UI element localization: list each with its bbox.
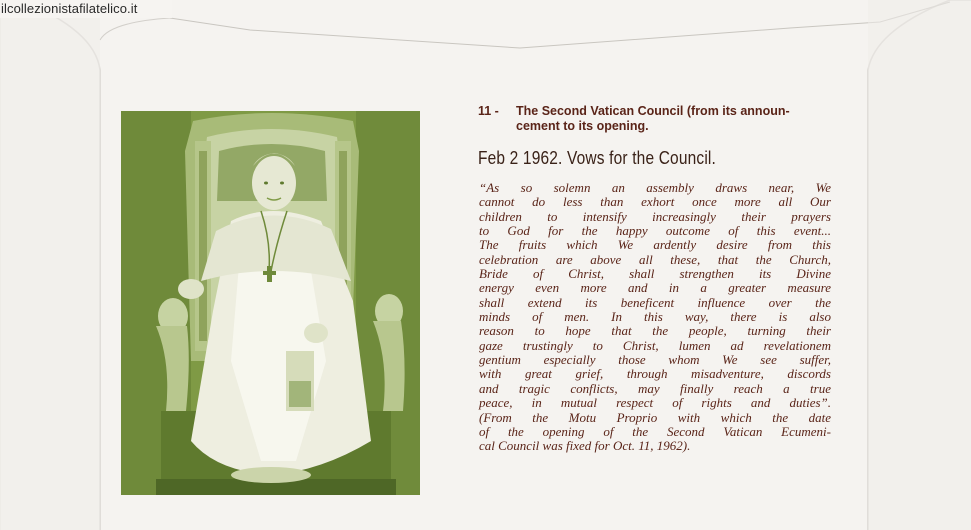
pope-figure-illustration <box>121 111 420 495</box>
item-heading <box>478 104 838 134</box>
quote-line: reason to hope that the people, turning their <box>479 323 831 339</box>
quote-line: celebration are above all these, that the Church, <box>479 251 831 267</box>
quote-line: of the opening of the Second Vatican Ecumeni- <box>479 423 831 439</box>
quote-line: gaze trustingly to Christ, lumen ad revelationem <box>479 337 831 353</box>
date-heading: Feb 2 1962. Vows for the Council. <box>478 148 717 168</box>
site-watermark: ilcollezionistafilatelico.it <box>0 0 172 18</box>
quote-line: cannot do less than exhort once more all Our <box>479 194 831 210</box>
pope-portrait-photo <box>121 111 420 495</box>
quote-line: and tragic conflicts, may finally reach a true <box>479 380 831 396</box>
quote-line: gentium especially those whom We see suffer, <box>479 352 831 368</box>
quote-line: peace, in mutual respect of rights and duties”. <box>479 395 831 411</box>
item-number: 11 - <box>478 104 499 118</box>
item-title <box>516 104 838 134</box>
quote-line: (From the Motu Proprio with which the date <box>479 409 831 425</box>
quote-line: Bride of Christ, shall strengthen its Divine <box>479 266 831 282</box>
item-title-line: The Second Vatican Council (from its announ- <box>516 104 790 118</box>
quote-line: with great grief, through misadventure, discords <box>479 366 831 382</box>
quote-line: children to intensify increasingly their prayers <box>479 208 831 224</box>
item-title-line: cement to its opening. <box>516 119 649 133</box>
quote-line: energy even more and in a greater measure <box>479 280 831 296</box>
quote-line: The fruits which We ardently desire from this <box>479 237 831 253</box>
quote-line: to God for the happy outcome of this event... <box>479 223 831 239</box>
quote-line: cal Council was fixed for Oct. 11, 1962). <box>479 438 691 454</box>
caption-block <box>478 104 838 134</box>
quote-line: “As so solemn an assembly draws near, We <box>479 180 831 195</box>
quote-line: minds of men. In this way, there is also <box>479 309 831 325</box>
quote-line: shall extend its beneficent influence over the <box>479 294 831 310</box>
papal-quote <box>479 181 831 454</box>
